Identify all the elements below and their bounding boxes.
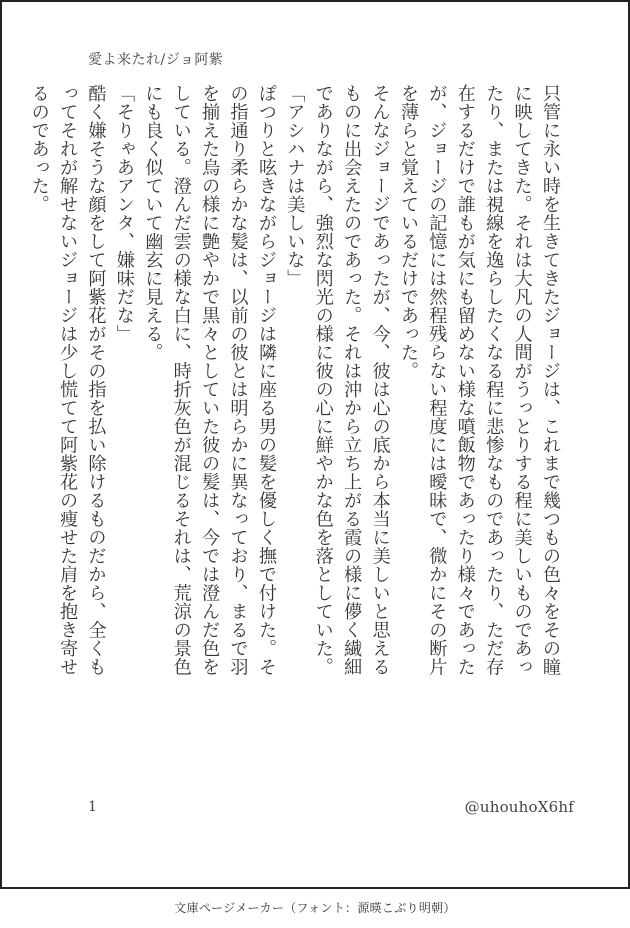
dialogue-line: 「アシハナは美しいな」 [284,84,306,288]
page-number: 1 [88,799,97,815]
paragraph: 酷く嫌そうな顔をして阿紫花がその指を払い除けるものだから、全くもってそれが解せないジョージは少し慌てて阿紫花の痩せた肩を抱き寄せるのであった。 [28,84,107,676]
paragraph: ぽつりと呟きながらジョージは隣に座る男の髪を優しく撫で付けた。その指通り柔らかな髪は、以前の彼とは明らかに異なっており、まるで羽を揃えた烏の様に艶やかで黒々としていた彼の髪は、今では澄んだ色をしている。澄んだ雲の様な白に、時折灰色が混じるそれは、荒涼の景色にも良く似ていて幽玄に見える。 [142,84,277,676]
work-title: 愛よ来たれ/ジョ阿紫 [88,52,224,68]
body-text [24,84,564,684]
generator-credit: 文庫ページメーカー（フォント：源暎こぶり明朝） [174,901,456,915]
author-handle: @uhouhoX6hf [464,798,574,816]
paragraph: そんなジョージであったが、今、彼は心の底から本当に美しいと思えるものに出会えたのであった。それは沖から立ち上がる霞の様に儚く繊細でありながら、強烈な閃光の様に彼の心に鮮やかな色を落としていた。 [312,84,391,676]
dialogue-line: 「そりゃあアンタ、嫌味だな」 [113,84,135,343]
paragraph: 只管に永い時を生きてきたジョージは、これまで幾つもの色々をその瞳に映してきた。それは大凡の人間がうっとりする程に美しいものであったり、または視線を逸らしたくなる程に悲惨なものであったり、ただ存在するだけで誰もが気にも留めない様な噴飯物であったり様々であったが、ジョージの記憶には然程残らない程度には曖昧で、微かにその断片を薄らと覚えているだけであった。 [397,84,561,676]
